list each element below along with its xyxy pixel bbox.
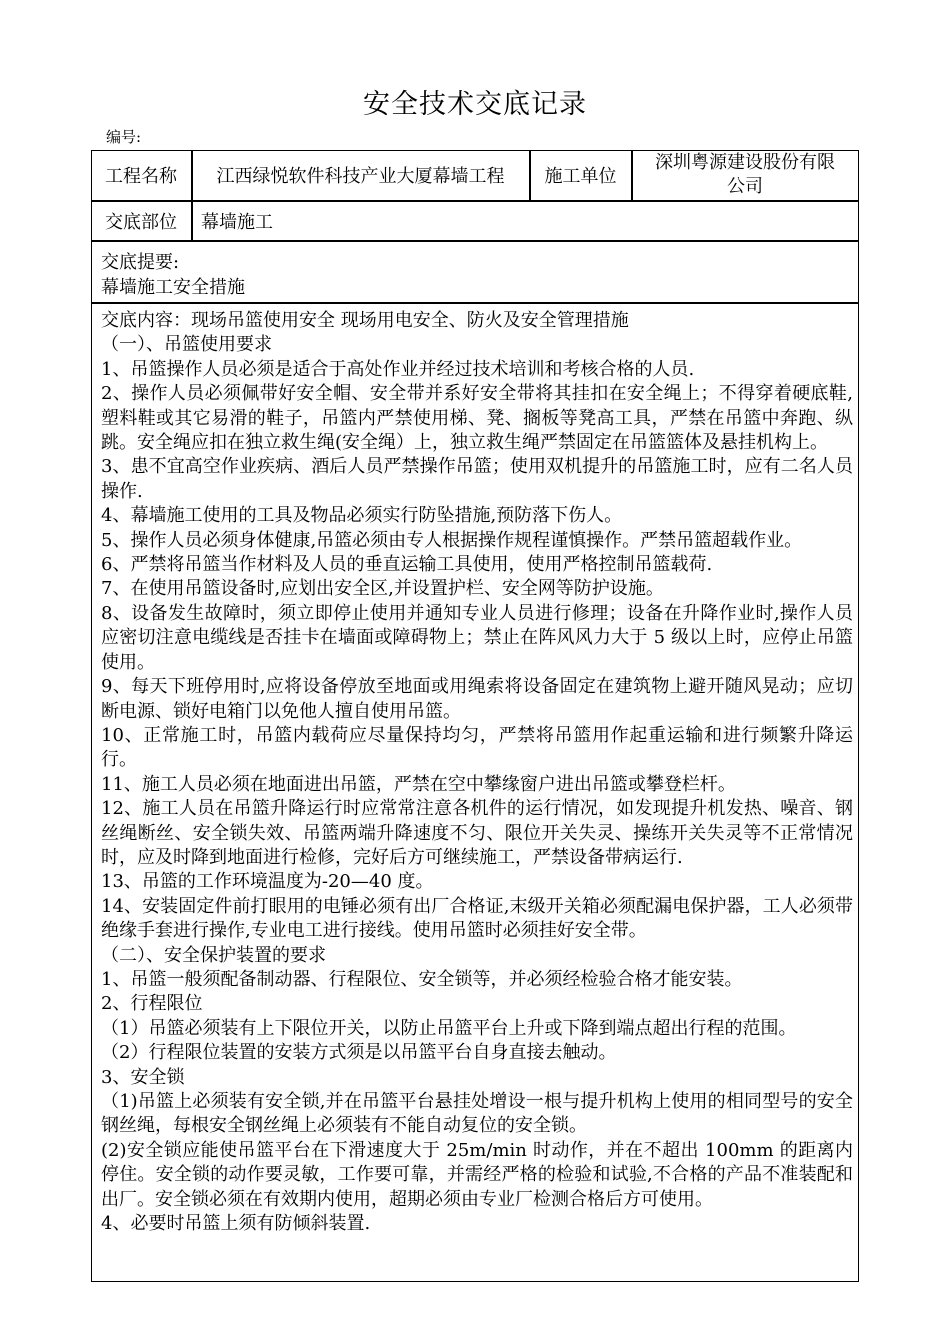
construction-unit-line: 公司 [727,176,763,197]
content-line: 1、吊篮操作人员必须是适合于高处作业并经过技术培训和考核合格的人员. [101,358,695,380]
summary-value: 幕墙施工安全措施 [101,277,245,298]
content-line: 6、严禁将吊篮当作材料及人员的垂直运输工具使用，使用严格控制吊篮载荷. [101,554,713,576]
construction-unit-label: 施工单位 [544,166,617,187]
content-line: 1、吊篮一般须配备制动器、行程限位、安全锁等，并必须经检验合格才能安装。 [101,968,743,990]
content-line: 3、患不宜高空作业疾病、酒后人员严禁操作吊篮；使用双机提升的吊篮施工时，应有二名人员操作. [101,456,853,502]
content-line: 2、行程限位 [101,993,203,1015]
construction-unit-value [632,150,858,200]
handover-content [101,309,853,1236]
content-line: 4、必要时吊篮上须有防倾斜装置. [101,1213,371,1235]
content-line: 10、正常施工时，吊篮内载荷应尽量保持均匀，严禁将吊篮用作起重运输和进行频繁升降运行。 [101,724,853,771]
document-title: 安全技术交底记录 [363,89,587,120]
content-line: （一）、吊篮使用要求 [101,334,272,356]
document-code-label: 编号: [106,128,142,146]
content-line: （二）、安全保护装置的要求 [101,944,326,966]
project-name-value: 江西绿悦软件科技产业大厦幕墙工程 [216,166,505,187]
handover-part-label: 交底部位 [105,211,177,233]
content-line: （2）行程限位装置的安装方式须是以吊篮平台自身直接去触动。 [101,1042,617,1064]
content-line: 7、在使用吊篮设备时,应划出安全区,并设置护栏、安全网等防护设施。 [101,578,664,600]
project-name-label: 工程名称 [105,166,177,187]
content-line: 9、每天下班停用时,应将设备停放至地面或用绳索将设备固定在建筑物上避开随风晃动；应切断电源、锁好电箱门以免他人擅自使用吊篮。 [101,676,853,722]
content-line: 2、操作人员必须佩带好安全帽、安全带并系好安全带将其挂扣在安全绳上；不得穿着硬底鞋,塑料鞋或其它易滑的鞋子，吊篮内严禁使用梯、凳、搁板等凳高工具，严禁在吊篮中奔跑、纵跳。安全绳应扣在独立救生绳(安全绳）上，独立救生绳严禁固定在吊篮篮体及悬挂机构上。 [101,383,853,454]
content-line: 13、吊篮的工作环境温度为-20—40 度。 [101,871,434,893]
content-line: 8、设备发生故障时，须立即停止使用并通知专业人员进行修理；设备在升降作业时,操作人员应密切注意电缆线是否挂卡在墙面或障碍物上；禁止在阵风风力大于 5 级以上时，应停止吊篮使用。 [101,602,853,673]
content-line: （1）吊篮必须装有上下限位开关，以防止吊篮平台上升或下降到端点超出行程的范围。 [101,1017,797,1039]
content-line: 12、施工人员在吊篮升降运行时应常常注意各机件的运行情况，如发现提升机发热、噪音、钢丝绳断丝、安全锁失效、吊篮两端升降速度不匀、限位开关失灵、操练开关失灵等不正常情况时，应及时降到地面进行检修，完好后方可继续施工，严禁设备带病运行. [101,798,853,868]
handover-summary [101,250,245,300]
content-line: 交底内容：现场吊篮使用安全 现场用电安全、防火及安全管理措施 [101,310,629,331]
summary-label: 交底提要: [101,252,180,273]
content-line: 4、幕墙施工使用的工具及物品必须实行防坠措施,预防落下伤人。 [101,505,623,527]
construction-unit-line: 深圳粤源建设股份有限 [655,152,835,173]
content-line: (2)安全锁应能使吊篮平台在下滑速度大于 25m/min 时动作，并在不超出 100mm 的距离内停住。安全锁的动作要灵敏，工作要可靠，并需经严格的检验和试验,不合格的产品不准装配和出厂。安全锁必须在有效期内使用，超期必须由专业厂检测合格后方可使用。 [101,1139,853,1210]
content-line: 3、安全锁 [101,1066,185,1088]
content-line: 11、施工人员必须在地面进出吊篮，严禁在空中攀缘窗户进出吊篮或攀登栏杆。 [101,773,736,795]
content-line: 14、安装固定件前打眼用的电锤必须有出厂合格证,末级开关箱必须配漏电保护器，工人必须带绝缘手套进行操作,专业电工进行接线。使用吊篮时必须挂好安全带。 [101,895,853,942]
content-line: 5、操作人员必须身体健康,吊篮必须由专人根据操作规程谨慎操作。严禁吊篮超载作业。 [101,529,803,551]
handover-part-value: 幕墙施工 [201,211,273,233]
row-divider [91,240,859,242]
row-divider [91,302,859,304]
content-line: （1)吊篮上必须装有安全锁,并在吊篮平台悬挂处增设一根与提升机构上使用的相同型号的安全钢丝绳，每根安全钢丝绳上必须装有不能自动复位的安全锁。 [101,1091,853,1137]
